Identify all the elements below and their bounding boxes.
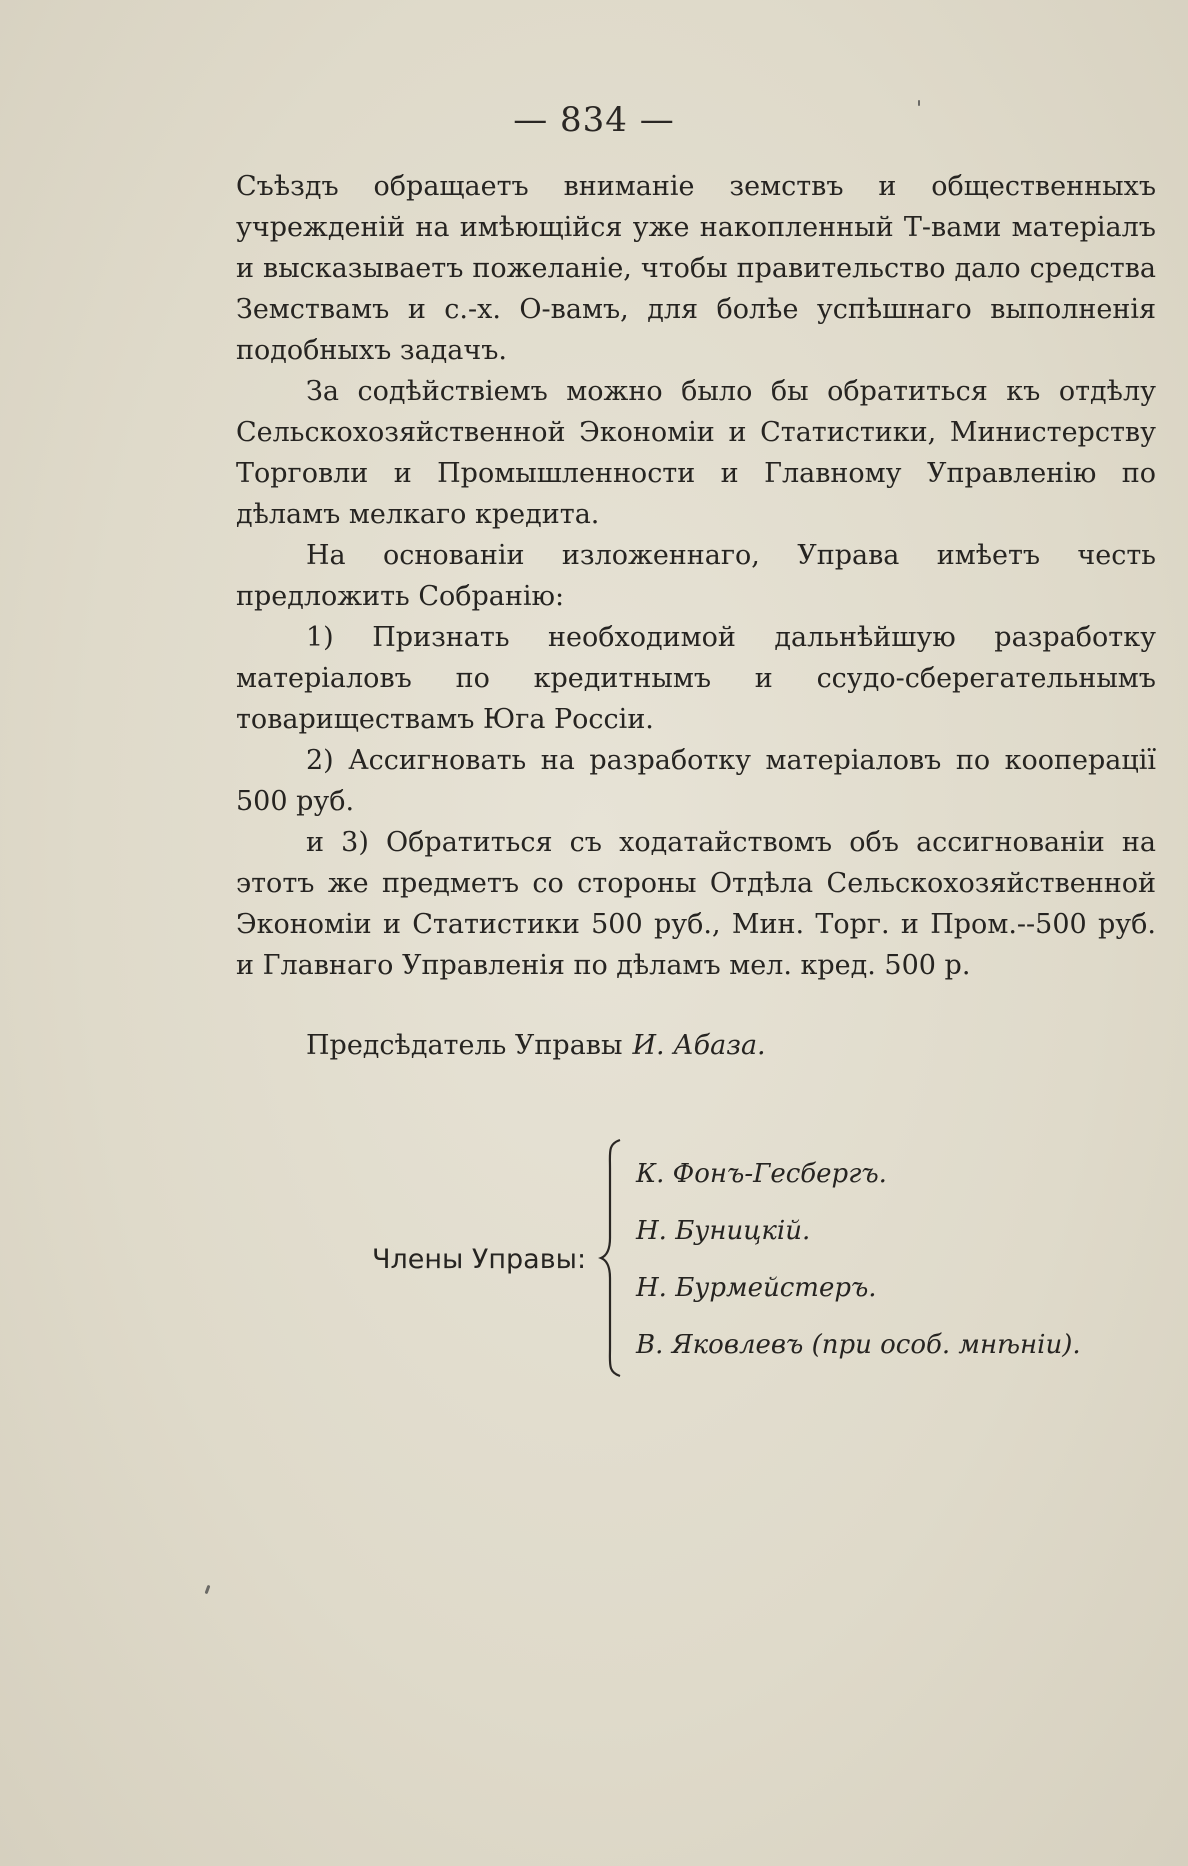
ink-speck xyxy=(205,1585,211,1594)
paragraph-2: За содѣйствіемъ можно было бы обратиться къ отдѣлу Сельскохозяйственной Экономіи и Статистики, Министерству Торговли и Промышленности и Главному Управленію по дѣламъ мелкаго кредита. xyxy=(236,376,1156,530)
members-list xyxy=(636,1146,1081,1374)
members-label: Члены Управы: xyxy=(372,1244,587,1275)
paragraph-3: На основаніи изложеннаго, Управа имѣетъ честь предложить Собранію: xyxy=(236,540,1156,612)
member-name: Н. Бурмейстеръ. xyxy=(636,1273,877,1303)
member-name: К. Фонъ-Гесбергъ. xyxy=(636,1159,887,1189)
proposal-item-2: 2) Ассигновать на разработку матеріаловъ по кооперації 500 руб. xyxy=(236,745,1156,817)
member-name: Н. Буницкій. xyxy=(636,1216,811,1246)
curly-brace-icon xyxy=(598,1138,628,1378)
chairman-signature xyxy=(306,1025,766,1066)
page-number: — 834 — xyxy=(513,100,675,140)
body-text xyxy=(236,166,1156,986)
member-name: В. Яковлевъ (при особ. мнѣніи). xyxy=(636,1330,1081,1360)
proposal-item-1: 1) Признать необходимой дальнѣйшую разработку матеріаловъ по кредитнымъ и ссудо-сберегательнымъ товариществамъ Юга Россіи. xyxy=(236,622,1156,735)
chairman-label: Предсѣдатель Управы xyxy=(306,1030,623,1061)
paragraph-1: Съѣздъ обращаетъ вниманіе земствъ и общественныхъ учрежденій на имѣющійся уже накопленный Т-вами матеріалъ и высказываетъ пожеланіе, чтобы правительство дало средства Земствамъ и с.-х. О-вамъ, для болѣе успѣшнаго выполненія подобныхъ задачъ. xyxy=(236,171,1156,366)
proposal-item-3: и 3) Обратиться съ ходатайствомъ объ ассигнованіи на этотъ же предметъ со стороны Отдѣла Сельскохозяйственной Экономіи и Статистики 500 руб., Мин. Торг. и Пром.--500 руб. и Главнаго Управленія по дѣламъ мел. кред. 500 р. xyxy=(236,827,1156,981)
ink-speck xyxy=(918,100,920,106)
chairman-name: И. Абаза. xyxy=(632,1030,766,1061)
